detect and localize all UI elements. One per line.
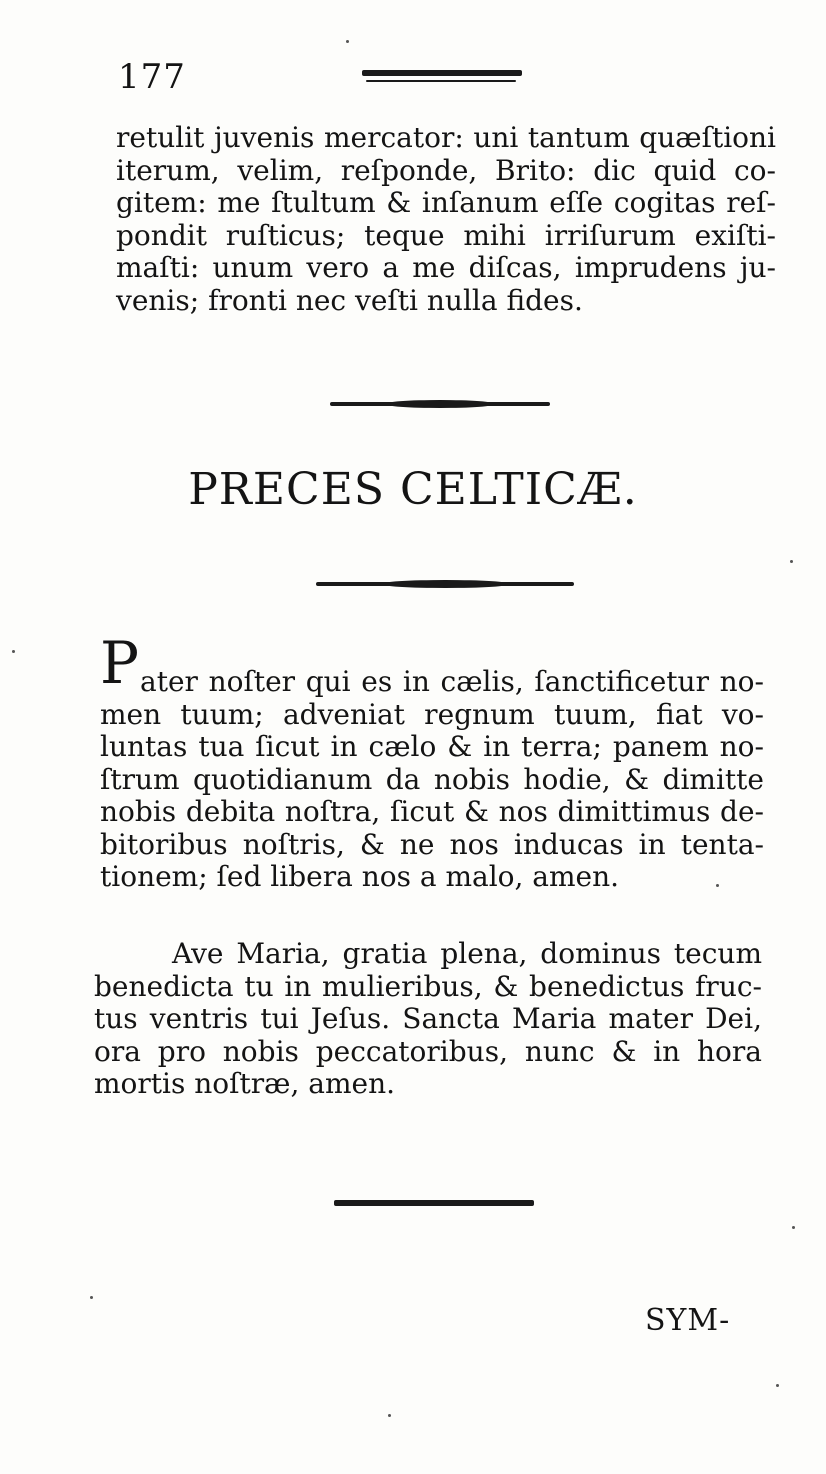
text-line: men tuum; adveniat regnum tuum, fiat vo- <box>100 697 764 731</box>
header-rule-thin <box>366 80 516 82</box>
page-number: 177 <box>118 57 186 97</box>
section-title: PRECES CELTICÆ. <box>188 464 638 515</box>
pater-noster-first-line <box>140 666 764 699</box>
text-line: iterum, velim, reſponde, Brito: dic quid co- <box>116 153 776 187</box>
top-paragraph <box>116 122 776 317</box>
text-line: benedicta tu in mulieribus, & benedictus fruc- <box>94 969 762 1003</box>
text-line: bitoribus noſtris, & ne nos inducas in tenta- <box>100 827 764 861</box>
section-divider-bottom <box>316 582 574 586</box>
paper-speck <box>776 1384 779 1387</box>
paper-speck <box>388 1414 391 1417</box>
text-line: pondit ruſticus; teque mihi irriſurum exiſti- <box>116 218 776 252</box>
text-line: retulit juvenis mercator: uni tantum quæſtioni <box>116 121 776 154</box>
paper-speck <box>90 1296 93 1299</box>
drop-cap: P <box>100 629 140 697</box>
section-divider-top <box>330 402 550 406</box>
header-rule <box>362 70 522 76</box>
paper-speck <box>790 560 793 563</box>
text-line: Ave Maria, gratia plena, dominus tecum <box>172 937 762 970</box>
paper-speck <box>346 40 349 43</box>
text-line: maſti: unum vero a me diſcas, imprudens ju- <box>116 251 776 284</box>
paper-speck <box>716 884 719 887</box>
text-line: ater noſter qui es in cælis, ſanctificetur no- <box>140 665 764 698</box>
text-line: ſtrum quotidianum da nobis hodie, & dimitte <box>100 762 764 796</box>
text-line: tionem; ſed libera nos a malo, amen. <box>100 860 620 893</box>
ave-maria-paragraph <box>94 971 762 1101</box>
pater-noster-paragraph <box>100 699 764 894</box>
text-line: ora pro nobis peccatoribus, nunc & in hora <box>94 1034 762 1068</box>
ave-maria-first-line <box>172 938 762 971</box>
text-line: luntas tua ſicut in cælo & in terra; panem no- <box>100 730 764 763</box>
text-line: tus ventris tui Jeſus. Sancta Maria mater Dei, <box>94 1002 762 1035</box>
paper-speck <box>792 1226 795 1229</box>
text-line: nobis debita noſtra, ſicut & nos dimittimus de- <box>100 795 764 828</box>
text-line: gitem: me ſtultum & inſanum eſſe cogitas reſ- <box>116 186 776 219</box>
text-line: mortis noſtræ, amen. <box>94 1067 396 1100</box>
catchword: SYM- <box>645 1303 731 1338</box>
closing-rule <box>334 1200 534 1206</box>
text-line: venis; fronti nec veſti nulla fides. <box>116 283 583 317</box>
paper-speck <box>12 650 15 653</box>
